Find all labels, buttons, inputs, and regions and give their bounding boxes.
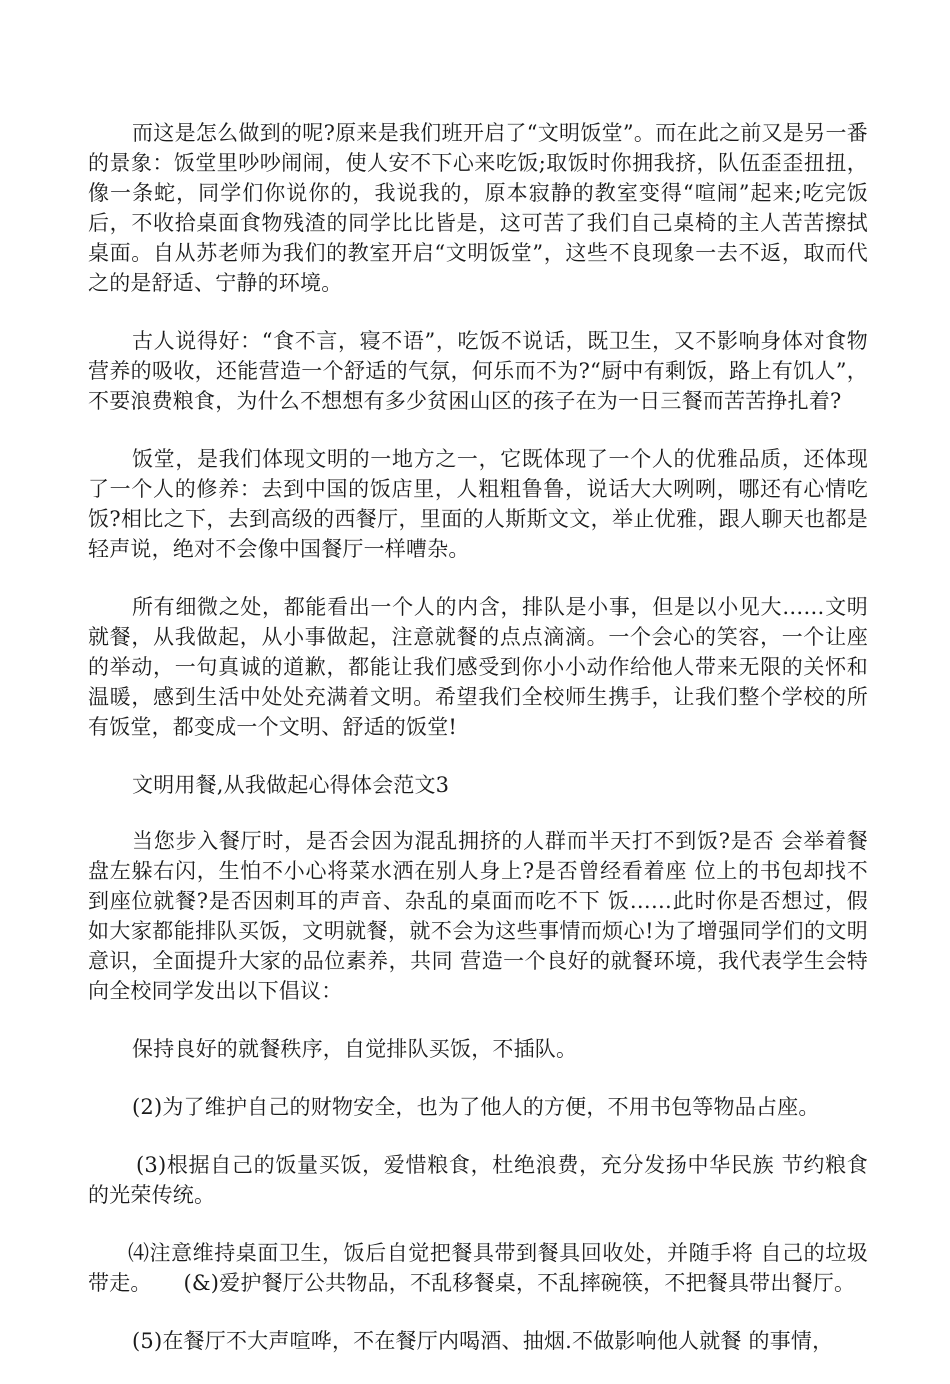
proposal-item-2: (2)为了维护自己的财物安全，也为了他人的方便，不用书包等物品占座。 (132, 1095, 820, 1119)
proposal-item-3: (3)根据自己的饭量买饭，爱惜粮食，杜绝浪费，充分发扬中华民族 节约粮食的光荣传统。 (88, 1153, 868, 1207)
paragraph-ancient-saying: 古人说得好：“食不言，寝不语”，吃饭不说话，既卫生，又不影响身体对食物营养的吸收，还能营造一个舒适的气氛，何乐而不为?“厨中有剩饭，路上有饥人”，不要浪费粮食，为什么不想想有多少贫困山区的孩子在为一日三餐而苦苦挣扎着? (88, 329, 868, 413)
paragraph-small-details: 所有细微之处，都能看出一个人的内含，排队是小事，但是以小见大……文明就餐，从我做起，从小事做起，注意就餐的点点滴滴。一个会心的笑容，一个让座的举动，一句真诚的道歉，都能让我们感受到你小小动作给他人带来无限的关怀和温暖，感到生活中处处充满着文明。希望我们全校师生携手，让我们整个学校的所有饭堂，都变成一个文明、舒适的饭堂! (88, 595, 868, 739)
paragraph-proposal-intro: 当您步入餐厅时，是否会因为混乱拥挤的人群而半天打不到饭?是否 会举着餐盘左躲右闪，生怕不小心将菜水洒在别人身上?是否曾经看着座 位上的书包却找不到座位就餐?是否因刺耳的声音、杂乱的桌面而吃不下 饭……此时你是否想过，假如大家都能排队买饭，文明就餐，就不会为这些事情而烦心!为了增强同学们的文明意识，全面提升大家的品位素养，共同 营造一个良好的就餐环境，我代表学生会特向全校同学发出以下倡议： (88, 829, 868, 1003)
proposal-item-5: (5)在餐厅不大声喧哗，不在餐厅内喝酒、抽烟.不做影响他人就餐 的事情， (132, 1329, 834, 1353)
document-page (88, 118, 868, 1384)
section-heading: 文明用餐,从我做起心得体会范文3 (132, 773, 450, 797)
paragraph-canteen-manners: 饭堂，是我们体现文明的一地方之一，它既体现了一个人的优雅品质，还体现了一个人的修养：去到中国的饭店里，人粗粗鲁鲁，说话大大咧咧，哪还有心情吃饭?相比之下，去到高级的西餐厅，里面的人斯斯文文，举止优雅，跟人聊天也都是轻声说，绝对不会像中国餐厅一样嘈杂。 (88, 447, 868, 561)
proposal-item-4: ⑷注意维持桌面卫生，饭后自觉把餐具带到餐具回收处，并随手将 自己的垃圾带走。 (&)爱护餐厅公共物品，不乱移餐桌，不乱摔碗筷，不把餐具带出餐厅。 (88, 1241, 868, 1295)
paragraph-civilized-canteen: 而这是怎么做到的呢?原来是我们班开启了“文明饭堂”。而在此之前又是另一番的景象：饭堂里吵吵闹闹，使人安不下心来吃饭;取饭时你拥我挤，队伍歪歪扭扭，像一条蛇，同学们你说你的，我说我的，原本寂静的教室变得“喧闹”起来;吃完饭后，不收拾桌面食物残渣的同学比比皆是，这可苦了我们自己桌椅的主人苦苦擦拭桌面。自从苏老师为我们的教室开启“文明饭堂”，这些不良现象一去不返，取而代之的是舒适、宁静的环境。 (88, 121, 868, 295)
proposal-item-queue: 保持良好的就餐秩序，自觉排队买饭，不插队。 (132, 1037, 578, 1061)
